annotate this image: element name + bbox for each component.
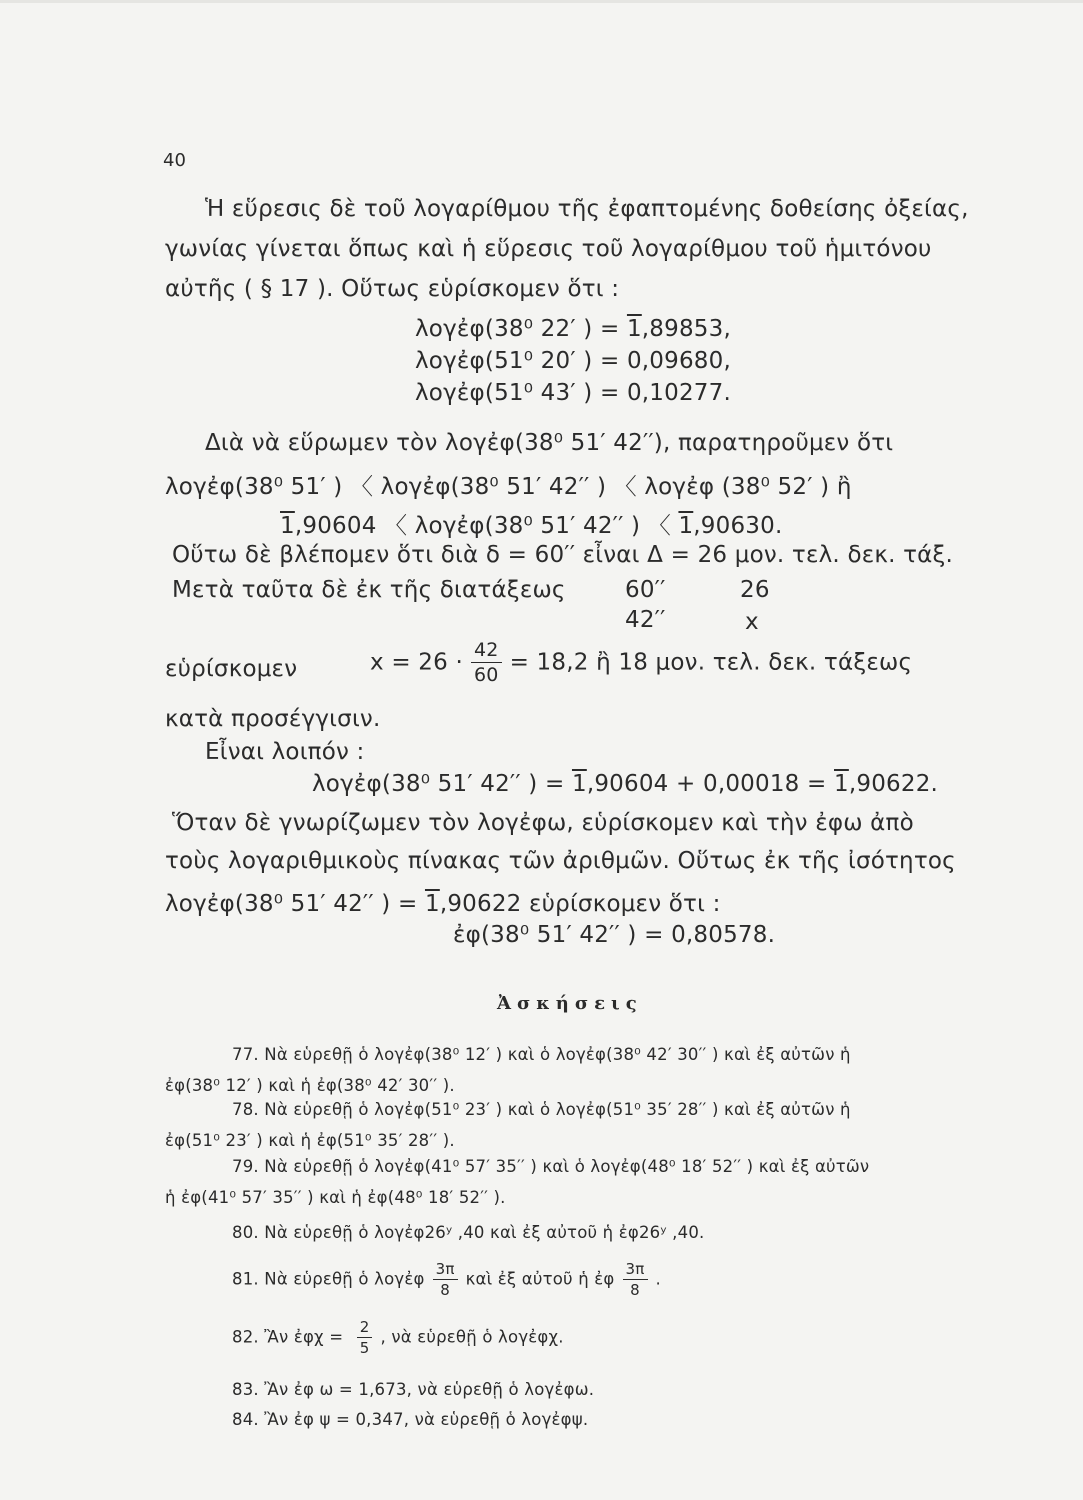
para2-line-4: Οὕτω δὲ βλέπομεν ὅτι διὰ δ = 60′′ εἶναι Δ = 26 μον. τελ. δεκ. τάξ.: [172, 542, 954, 568]
therefore-line: Εἶναι λοιπόν :: [205, 739, 365, 765]
para3-line-3: λογἐφ(38⁰ 51′ 42′′ ) = 1,90622 εὑρίσκομεν ὅτι :: [165, 891, 721, 917]
para2-line-2: λογἐφ(38⁰ 51′ ) 〈 λογἐφ(38⁰ 51′ 42′′ ) 〈 λογἐφ (38⁰ 52′ ) ἢ: [165, 474, 852, 500]
arrangement-x: x: [745, 609, 759, 635]
para2-line-1: Διὰ νὰ εὕρωμεν τὸν λογἐφ(38⁰ 51′ 42′′), παρατηροῦμεν ὅτι: [205, 430, 894, 456]
exercise-77-line-2: ἐφ(38⁰ 12′ ) καὶ ἡ ἐφ(38⁰ 42′ 30′′ ).: [165, 1076, 455, 1095]
example-3: λογἐφ(51⁰ 43′ ) = 0,10277.: [415, 380, 731, 406]
arrangement-26: 26: [740, 577, 770, 603]
exercise-79-line-2: ἡ ἐφ(41⁰ 57′ 35′′ ) καὶ ἡ ἐφ(48⁰ 18′ 52′′ ).: [165, 1188, 506, 1207]
approx-line: κατὰ προσέγγισιν.: [165, 706, 381, 732]
result-line: λογἐφ(38⁰ 51′ 42′′ ) = 1,90604 + 0,00018 = 1,90622.: [312, 771, 939, 797]
intro-line-2: γωνίας γίνεται ὅπως καὶ ἡ εὕρεσις τοῦ λογαρίθμου τοῦ ἡμιτόνου: [165, 236, 932, 262]
para2-line-3: 1,90604 〈 λογἐφ(38⁰ 51′ 42′′ ) 〈 1,90630.: [280, 513, 783, 539]
arrangement-60: 60′′: [625, 577, 666, 603]
exercise-83: 83. Ἂν ἐφ ω = 1,673, νὰ εὑρεθῇ ὁ λογἐφω.: [232, 1380, 595, 1399]
intro-line-1: Ἡ εὕρεσις δὲ τοῦ λογαρίθμου τῆς ἐφαπτομένης δοθείσης ὀξείας,: [205, 196, 969, 222]
page-edge: [0, 0, 1083, 3]
fraction-42-60: $\frac{42}{60}$: [471, 641, 502, 685]
para3-line-1: Ὅταν δὲ γνωρίζωμεν τὸν λογἐφω, εὑρίσκομεν καὶ τὴν ἐφω ἀπὸ: [172, 810, 914, 836]
formula-label: εὑρίσκομεν: [165, 656, 298, 682]
exercise-80: 80. Νὰ εὑρεθῇ ὁ λογἐφ26ʸ ,40 καὶ ἐξ αὐτοῦ ἡ ἐφ26ʸ ,40.: [232, 1223, 705, 1242]
fraction-2-5: $\frac{2}{5}$: [357, 1320, 373, 1356]
exercise-79-line-1: 79. Νὰ εὑρεθῇ ὁ λογἐφ(41⁰ 57′ 35′′ ) καὶ ὁ λογἐφ(48⁰ 18′ 52′′ ) καὶ ἐξ αὐτῶν: [232, 1157, 870, 1176]
exercise-78-line-1: 78. Νὰ εὑρεθῇ ὁ λογἐφ(51⁰ 23′ ) καὶ ὁ λογἐφ(51⁰ 35′ 28′′ ) καὶ ἐξ αὐτῶν ἡ: [232, 1100, 851, 1119]
example-1: λογἐφ(38⁰ 22′ ) = 1,89853,: [415, 316, 731, 342]
exercise-82: 82. Ἂν ἐφχ = $\frac{2}{5}$ , νὰ εὑρεθῇ ὁ λογἐφχ.: [232, 1318, 564, 1357]
example-2: λογἐφ(51⁰ 20′ ) = 0,09680,: [415, 348, 731, 374]
exercise-84: 84. Ἂν ἐφ ψ = 0,347, νὰ εὑρεθῇ ὁ λογἐφψ.: [232, 1410, 589, 1429]
exercise-77-line-1: 77. Νὰ εὑρεθῇ ὁ λογἐφ(38⁰ 12′ ) καὶ ὁ λογἐφ(38⁰ 42′ 30′′ ) καὶ ἐξ αὐτῶν ἡ: [232, 1045, 851, 1064]
fraction-3pi-8: $\frac{3\pi}{8}$: [433, 1262, 458, 1298]
page-number: 40: [163, 150, 186, 171]
intro-line-3: αὐτῆς ( § 17 ). Οὕτως εὑρίσκομεν ὅτι :: [165, 276, 620, 302]
para2-line-5: Μετὰ ταῦτα δὲ ἐκ τῆς διατάξεως: [172, 577, 566, 603]
fraction-3pi-8-b: $\frac{3\pi}{8}$: [623, 1262, 648, 1298]
arrangement-42: 42′′: [625, 607, 666, 633]
formula: x = 26 · $\frac{42}{60}$ = 18,2 ἢ 18 μον. τελ. δεκ. τάξεως: [370, 639, 913, 686]
exercises-heading: Ἀσκήσεις: [497, 993, 643, 1014]
exercise-78-line-2: ἐφ(51⁰ 23′ ) καὶ ἡ ἐφ(51⁰ 35′ 28′′ ).: [165, 1131, 455, 1150]
para3-line-2: τοὺς λογαριθμικοὺς πίνακας τῶν ἀριθμῶν. Οὕτως ἐκ τῆς ἰσότητος: [165, 848, 956, 874]
exercise-81: 81. Νὰ εὑρεθῇ ὁ λογἐφ $\frac{3\pi}{8}$ καὶ ἐξ αὐτοῦ ἡ ἐφ $\frac{3\pi}{8}$ .: [232, 1260, 661, 1299]
para3-line-4: ἐφ(38⁰ 51′ 42′′ ) = 0,80578.: [453, 922, 776, 948]
